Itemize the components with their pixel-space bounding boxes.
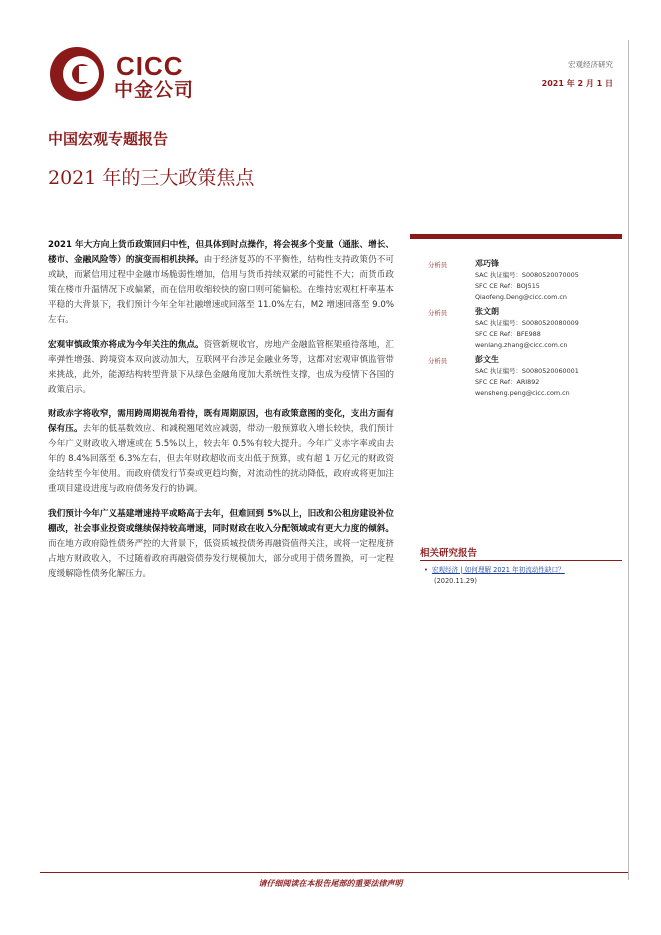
report-date: 2021 年 2 月 1 日 <box>541 79 613 88</box>
cicc-logo <box>48 45 208 105</box>
analyst-role: 分析员 <box>428 357 448 365</box>
paragraph-text: 而在地方政府隐性债务严控的大背景下，低资质城投债务再融资值得关注，或将一定程度挤占地方财政收入，不过随着政府再融资债券发行规模加大，部分或用于债务置换，可一定程度缓解隐性债务化解压力。 <box>48 538 394 579</box>
analyst-sfc: SFC CE Ref：BOJ515 <box>475 282 540 290</box>
legal-disclaimer-footer: 请仔细阅读在本报告尾部的重要法律声明 <box>258 879 403 888</box>
paragraph <box>48 407 394 498</box>
department-label: 宏观经济研究 <box>568 60 613 69</box>
analyst-email[interactable]: Qiaofeng.Deng@cicc.com.cn <box>475 293 567 301</box>
bullet-icon: • <box>424 566 428 574</box>
cicc-logo-mark <box>48 45 106 103</box>
footer-rule <box>40 872 628 873</box>
related-report-date: (2020.11.29) <box>434 577 477 585</box>
paragraph-text: 资管新规收官，房地产金融监管框架亟待落地，汇率弹性增强、跨境资本双向波动加大，互联网平台涉足金融业务等，这都对宏观审慎监管带来挑战，此外，能源结构转型背景下从绿色金融角度加大系统性支撑，也成为疫情下各国的政策启示。 <box>48 339 394 395</box>
analyst-sac: SAC 执证编号：S0080520060001 <box>475 367 579 375</box>
related-divider <box>420 560 622 561</box>
paragraph-text: 由于经济复苏的不平衡性，结构性支持政策仍不可或缺，而紧信用过程中金融市场脆弱性增加，信用与货币持续双紧的可能性不大；而货币政策在楼市升温情况下或偏紧，而在信用收缩较快的窗口则可能偏松。在维持宏观杠杆率基本平稳的大背景下，我们预计今年全年社融增速或回落至 11.0%左右，M2 增速回落至 9.0%左右。 <box>48 255 394 326</box>
summary-body <box>48 238 394 591</box>
logo-text-en: CICC <box>116 51 184 81</box>
report-title: 2021 年的三大政策焦点 <box>48 167 255 189</box>
sidebar-accent-bar <box>410 234 622 239</box>
paragraph-lead: 我们预计今年广义基建增速持平或略高于去年，但难回到 5%以上，旧改和公租房建设补位棚改，社会事业投资或继续保持较高增速，同时财政在收入分配领域或有更大力度的倾斜。 <box>48 508 394 534</box>
paragraph-text: 去年的低基数效应、和减税翘尾效应减弱，带动一般预算收入增长较快，我们预计今年广义财政收入增速或在 5.5%以上，较去年 0.5%有较大提升。今年广义赤字率或由去年的 8.4%回落至 6.3%左右，但去年财政超收而支出低于预算，或有超 1 万亿元的财政资金结转至今年使用。而政府债发行节奏或更趋均衡，对流动性的扰动降低，政府或将更加注重项目建设进度与政府债务发行的协调。 <box>48 424 394 495</box>
report-series: 中国宏观专题报告 <box>48 130 169 148</box>
logo-text-cn: 中金公司 <box>114 79 195 101</box>
analyst-role: 分析员 <box>428 309 448 317</box>
paragraph <box>48 238 394 329</box>
paragraph-lead: 财政赤字将收窄，需用跨周期视角看待，既有周期原因，也有政策意图的变化，支出方面有保有压。 <box>48 408 394 435</box>
analyst-name: 张文朗 <box>475 307 499 316</box>
analyst-role: 分析员 <box>428 261 448 269</box>
analyst-name: 彭文生 <box>475 355 499 364</box>
related-report-item <box>424 565 624 587</box>
paragraph-lead: 宏观审慎政策亦将成为今年关注的焦点。 <box>48 339 204 350</box>
right-vertical-rule <box>628 40 629 880</box>
related-research-heading: 相关研究报告 <box>420 548 478 559</box>
analyst-name: 邓巧锋 <box>475 259 499 268</box>
related-report-link[interactable]: 宏观经济 | 如何理解 2021 年初流动性缺口？ <box>431 566 565 574</box>
analyst-sac: SAC 执证编号：S0080520080009 <box>475 319 579 327</box>
analyst-sfc: SFC CE Ref：ARI892 <box>475 378 540 386</box>
analyst-sac: SAC 执证编号：S0080520070005 <box>475 271 579 279</box>
paragraph <box>48 507 394 582</box>
analyst-email[interactable]: wensheng.peng@cicc.com.cn <box>475 389 570 397</box>
paragraph-lead: 2021 年大方向上货币政策回归中性，但具体到时点操作，将会视多个变量（通胀、增长、楼市、金融风险等）的演变而相机抉择。 <box>48 240 394 266</box>
paragraph <box>48 338 394 398</box>
analyst-email[interactable]: wenlang.zhang@cicc.com.cn <box>475 341 568 349</box>
analyst-sfc: SFC CE Ref：BFE988 <box>475 330 541 338</box>
